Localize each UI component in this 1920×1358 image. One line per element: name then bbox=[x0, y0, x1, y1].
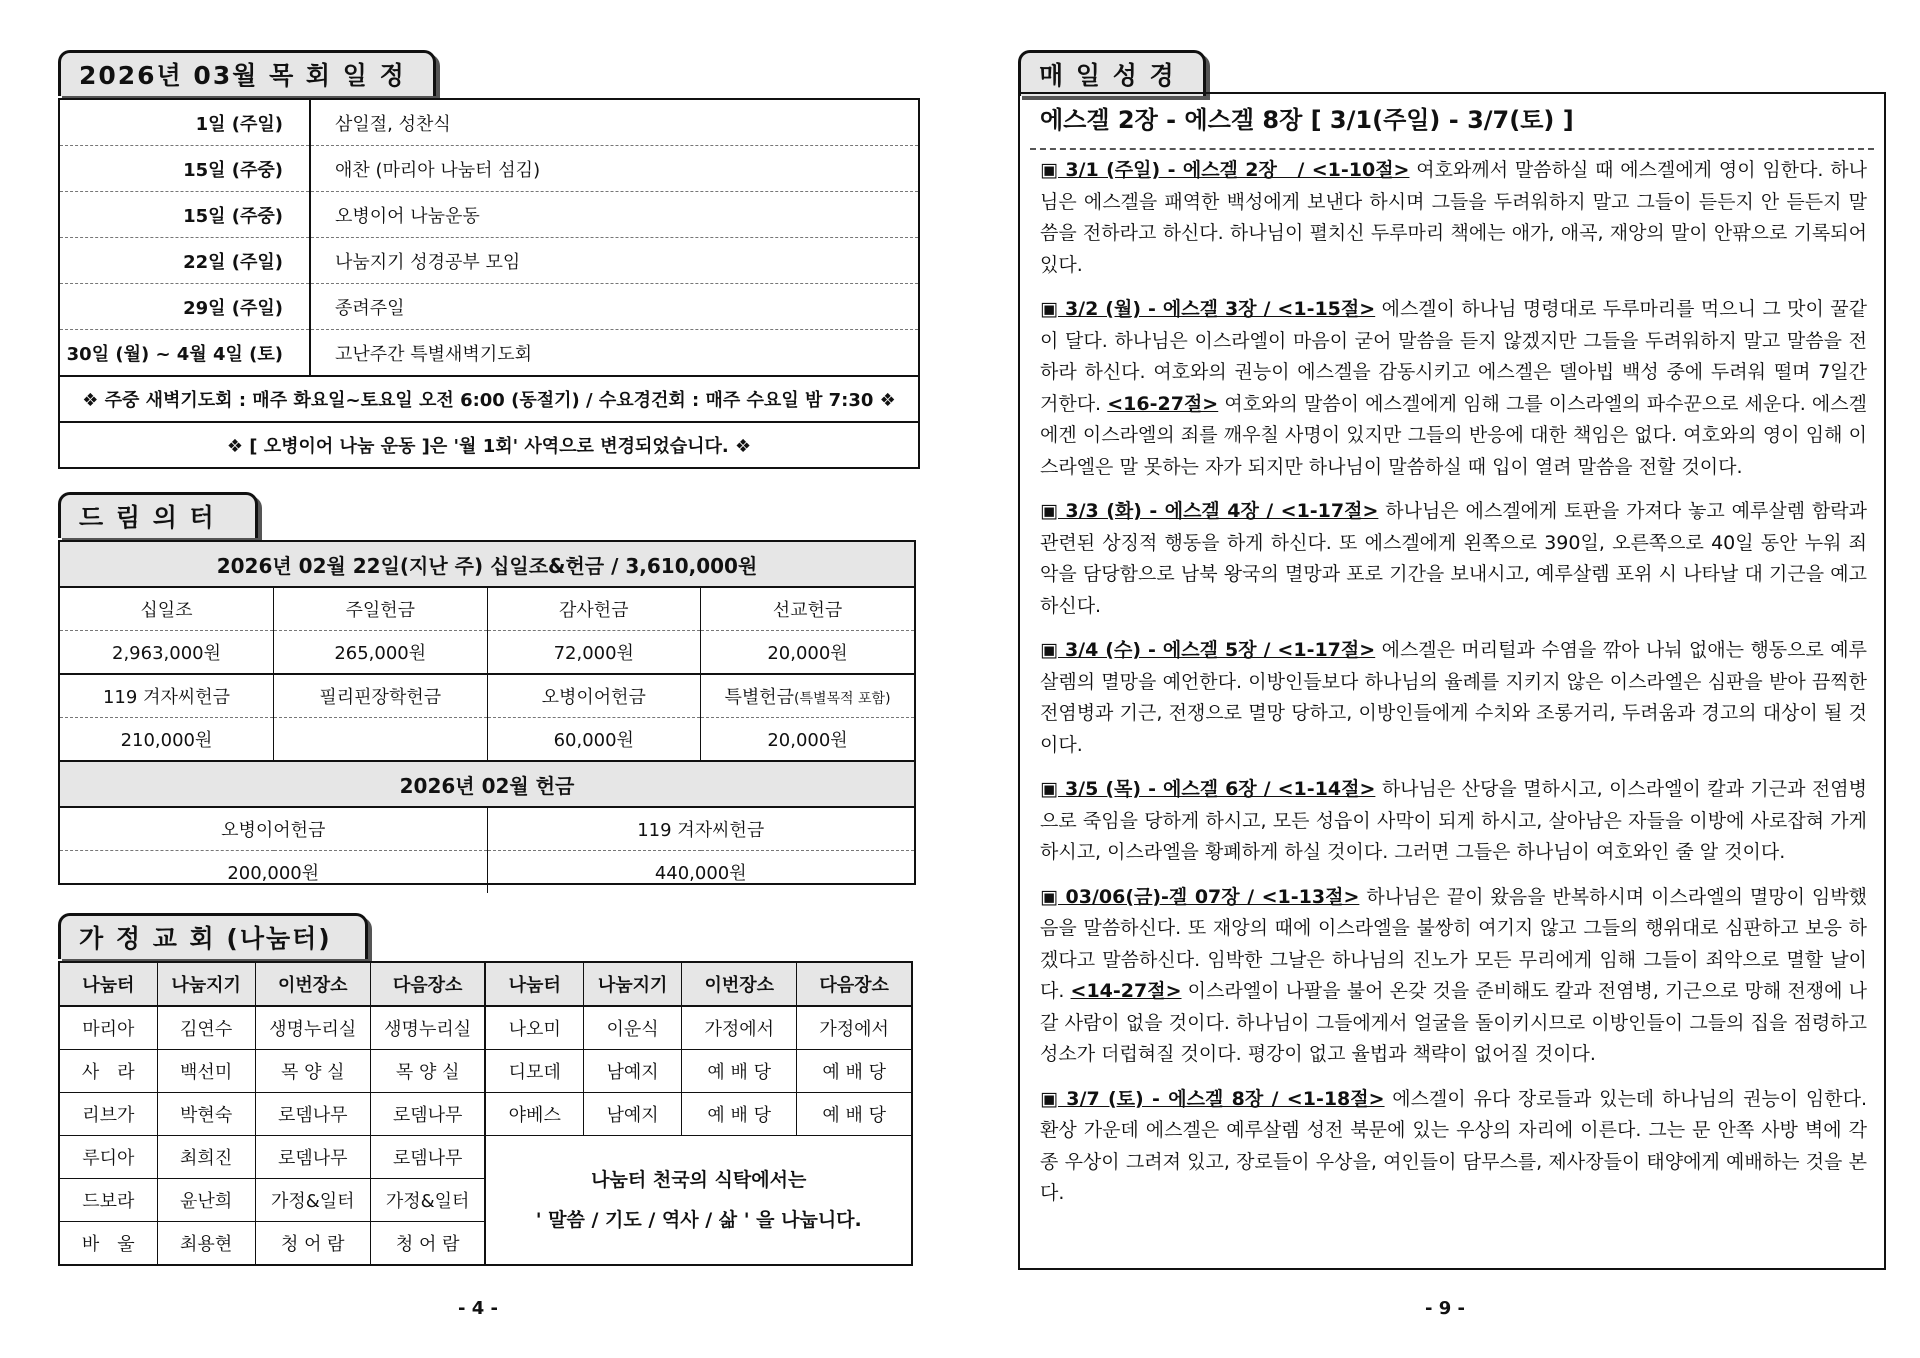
bible-entry bbox=[1040, 496, 1867, 622]
bible-entry bbox=[1040, 882, 1867, 1071]
schedule-row bbox=[60, 238, 918, 284]
offering-value: 210,000원 bbox=[60, 718, 274, 762]
homechurch-cell: 박현숙 bbox=[157, 1093, 255, 1136]
schedule-row bbox=[60, 146, 918, 192]
homechurch-column-header: 다음장소 bbox=[797, 962, 912, 1006]
homechurch-cell: 최용현 bbox=[157, 1222, 255, 1266]
homechurch-cell: 가정에서 bbox=[682, 1006, 797, 1050]
schedule-row bbox=[60, 330, 918, 377]
homechurch-cell: 남예지 bbox=[584, 1050, 682, 1093]
schedule-title-tab: 2026년 03월 목 회 일 정 bbox=[58, 50, 436, 96]
offering-value: 440,000원 bbox=[654, 863, 747, 884]
bible-entry-text: 에스겔이 유다 장로들과 있는데 하나님의 권능이 임한다. 환상 가운데 에스겔은 예루살렘 성전 북문에 있는 우상의 자리에 이른다. 그는 문 안쪽 사방 벽에 각종 우상이 그려져 있고, 장로들이 우상을, 여인들이 담무스를, 제사장들이 태양에게 예배하는 것을 본다. bbox=[1040, 1087, 1867, 1204]
homechurch-cell: 생명누리실 bbox=[255, 1006, 370, 1050]
offering-label: 주일헌금 bbox=[274, 587, 488, 631]
schedule-event: 삼일절, 성찬식 bbox=[310, 100, 918, 146]
page-number-left: - 4 - bbox=[458, 1298, 498, 1319]
homechurch-cell: 청 어 람 bbox=[370, 1222, 485, 1266]
bible-range: 에스겔 2장 - 에스겔 8장 [ 3/1(주일) - 3/7(토) ] bbox=[1040, 106, 1574, 134]
offering-label: 십일조 bbox=[60, 587, 274, 631]
offering-label: 119 겨자씨헌금 bbox=[487, 807, 914, 851]
bible-entry bbox=[1040, 635, 1867, 761]
schedule-row bbox=[60, 100, 918, 146]
homechurch-cell: 마리아 bbox=[59, 1006, 157, 1050]
bible-divider bbox=[1030, 148, 1874, 150]
homechurch-cell: 가정&일터 bbox=[255, 1179, 370, 1222]
homechurch-cell: 리브가 bbox=[59, 1093, 157, 1136]
homechurch-cell: 루디아 bbox=[59, 1136, 157, 1179]
homechurch-cell: 디모데 bbox=[485, 1050, 583, 1093]
schedule-row bbox=[60, 284, 918, 330]
bible-entry-text: 에스겔은 머리털과 수염을 깎아 나눠 없애는 행동으로 예루살렘의 멸망을 예언한다. 이방인들보다 하나님의 율례를 지키지 않은 이스라엘은 심판을 받아 끔찍한 전염병과 기근, 전쟁으로 멸망 당하고, 이방인들에게 수치와 조롱거리, 두려움과 경고의 대상이 될 것이다. bbox=[1040, 639, 1867, 756]
homechurch-cell: 예 배 당 bbox=[682, 1050, 797, 1093]
schedule-note-prayer: ❖ 주중 새벽기도회 : 매주 화요일~토요일 오전 6:00 (동절기) / 수요경건회 : 매주 수요일 밤 7:30 ❖ bbox=[60, 376, 918, 422]
homechurch-column-header: 나눔터 bbox=[59, 962, 157, 1006]
homechurch-row bbox=[59, 1136, 912, 1179]
bible-entry bbox=[1040, 294, 1867, 483]
schedule-event: 나눔지기 성경공부 모임 bbox=[310, 238, 918, 284]
homechurch-cell: 생명누리실 bbox=[370, 1006, 485, 1050]
homechurch-box bbox=[58, 961, 913, 1261]
homechurch-message-line2: ' 말씀 / 기도 / 역사 / 삶 ' 을 나눕니다. bbox=[535, 1209, 862, 1231]
bible-entry-subheading: <14-27절> bbox=[1070, 980, 1182, 1002]
offering-value: 2,963,000원 bbox=[60, 631, 274, 675]
schedule-table bbox=[60, 100, 918, 467]
bible-entry bbox=[1040, 1084, 1867, 1210]
homechurch-row bbox=[59, 1093, 912, 1136]
homechurch-cell: 가정&일터 bbox=[370, 1179, 485, 1222]
homechurch-cell: 나오미 bbox=[485, 1006, 583, 1050]
homechurch-cell: 백선미 bbox=[157, 1050, 255, 1093]
homechurch-cell: 야베스 bbox=[485, 1093, 583, 1136]
bible-entry-text: 이스라엘이 나팔을 불어 온갖 것을 준비해도 칼과 전염병, 기근으로 망해 전쟁에 나갈 사람이 없을 것이다. 하나님이 그들에게서 얼굴을 돌이키시므로 이방인들이 그들의 집을 점령하고 성소가 더럽혀질 것이다. 평강이 없고 율법과 책략이 없어질 것이다. bbox=[1040, 980, 1867, 1065]
bible-entry-text: 하나님은 에스겔에게 토판을 가져다 놓고 예루살렘 함락과 관련된 상징적 행동을 하게 하신다. 또 에스겔에게 왼쪽으로 390일, 오른쪽으로 40일 동안 누워 죄악을 담당함으로 남북 왕국의 멸망과 포로 기간을 보내시고, 예루살렘 포위 시 나타날 대 기근을 예고하신다. bbox=[1040, 500, 1867, 617]
schedule-date: 15일 (주중) bbox=[60, 192, 310, 238]
homechurch-column-header: 이번장소 bbox=[682, 962, 797, 1006]
bible-entry-heading: ▣ 3/1 (주일) - 에스겔 2장 / <1-10절> bbox=[1040, 159, 1410, 181]
offering-label: 감사헌금 bbox=[487, 587, 701, 631]
offering-box bbox=[58, 540, 916, 885]
homechurch-cell: 목 양 실 bbox=[370, 1050, 485, 1093]
offering-monthly-header: 2026년 02월 헌금 bbox=[60, 761, 914, 807]
offering-value bbox=[274, 718, 488, 762]
bible-entry-heading: ▣ 3/2 (월) - 에스겔 3장 / <1-15절> bbox=[1040, 298, 1376, 320]
schedule-date: 29일 (주일) bbox=[60, 284, 310, 330]
schedule-event: 오병이어 나눔운동 bbox=[310, 192, 918, 238]
homechurch-row bbox=[59, 1050, 912, 1093]
offering-value: 20,000원 bbox=[701, 718, 915, 762]
offering-label: 119 겨자씨헌금 bbox=[60, 674, 274, 718]
schedule-box bbox=[58, 98, 920, 469]
homechurch-cell: 로뎀나무 bbox=[255, 1093, 370, 1136]
bible-entry-heading: ▣ 3/7 (토) - 에스겔 8장 / <1-18절> bbox=[1040, 1087, 1385, 1110]
homechurch-message bbox=[485, 1136, 912, 1266]
homechurch-cell: 로뎀나무 bbox=[255, 1136, 370, 1179]
offering-value: 60,000원 bbox=[487, 718, 701, 762]
schedule-row bbox=[60, 192, 918, 238]
homechurch-cell: 예 배 당 bbox=[682, 1093, 797, 1136]
homechurch-cell: 사 라 bbox=[59, 1050, 157, 1093]
schedule-date: 15일 (주중) bbox=[60, 146, 310, 192]
homechurch-cell: 로뎀나무 bbox=[370, 1093, 485, 1136]
schedule-event: 종려주일 bbox=[310, 284, 918, 330]
offering-value: 265,000원 bbox=[274, 631, 488, 675]
homechurch-column-header: 나눔지기 bbox=[584, 962, 682, 1006]
offering-label-text: 특별헌금 bbox=[724, 687, 795, 708]
bible-title-tab: 매 일 성 경 bbox=[1018, 50, 1206, 96]
schedule-date: 30일 (월) ~ 4월 4일 (토) bbox=[60, 330, 310, 377]
homechurch-cell: 김연수 bbox=[157, 1006, 255, 1050]
homechurch-cell: 남예지 bbox=[584, 1093, 682, 1136]
offering-value: 200,000원 bbox=[60, 851, 487, 894]
schedule-date: 22일 (주일) bbox=[60, 238, 310, 284]
bible-entries bbox=[1040, 155, 1867, 1223]
offering-value: 20,000원 bbox=[701, 631, 915, 675]
bible-entry-text: 여호와께서 말씀하실 때 에스겔에게 영이 임한다. 하나님은 에스겔을 패역한 백성에게 보낸다 하시며 그들을 두려워하지 말고 그들이 듣든지 안 듣든지 말씀을 전하라고 하신다. 하나님이 펼치신 두루마리 책에는 애가, 애곡, 재앙의 말이 안팎으로 기록되어 있다. bbox=[1040, 159, 1867, 276]
offering-table bbox=[60, 542, 914, 893]
schedule-note-change: ❖ [ 오병이어 나눔 운동 ]은 '월 1회' 사역으로 변경되었습니다. ❖ bbox=[60, 422, 918, 467]
homechurch-message-line1: 나눔터 천국의 식탁에서는 bbox=[591, 1169, 807, 1191]
offering-label: 오병이어헌금 bbox=[487, 674, 701, 718]
offering-label bbox=[701, 674, 915, 718]
dream-title-tab: 드 림 의 터 bbox=[58, 492, 258, 538]
schedule-event: 고난주간 특별새벽기도회 bbox=[310, 330, 918, 377]
homechurch-cell: 로뎀나무 bbox=[370, 1136, 485, 1179]
bible-entry bbox=[1040, 774, 1867, 869]
offering-label-note: (특별목적 포함) bbox=[794, 691, 891, 707]
bible-entry bbox=[1040, 155, 1867, 281]
bible-entry-heading: ▣ 3/3 (화) - 에스겔 4장 / <1-17절> bbox=[1040, 500, 1379, 522]
bible-entry-text: 하나님은 산당을 멸하시고, 이스라엘이 칼과 기근과 전염병으로 죽임을 당하게 하시고, 모든 성읍이 사막이 되게 하시고, 살아남은 자들을 이방에 사로잡혀 가게 하시고, 이스라엘을 황폐하게 하실 것이다. 그러면 그들은 하나님이 여호와인 줄 알 것이다. bbox=[1040, 778, 1867, 863]
homechurch-cell: 최희진 bbox=[157, 1136, 255, 1179]
homechurch-column-header: 다음장소 bbox=[370, 962, 485, 1006]
homechurch-cell: 예 배 당 bbox=[797, 1050, 912, 1093]
offering-label: 필리핀장학헌금 bbox=[274, 674, 488, 718]
page-number-right: - 9 - bbox=[1425, 1298, 1465, 1319]
bible-entry-subheading: <16-27절> bbox=[1107, 392, 1219, 415]
homechurch-title-tab: 가 정 교 회 (나눔터) bbox=[58, 913, 368, 959]
bible-entry-text: 여호와의 말씀이 에스겔에게 임해 그를 이스라엘의 파수꾼으로 세운다. 에스겔에겐 이스라엘의 죄를 깨우칠 사명이 있지만 그들의 반응에 대한 책임은 없다. 여호와의 영이 임해 이스라엘은 말 못하는 자가 되지만 하나님이 말씀하실 때 입이 열려 말씀을 전할 것이다. bbox=[1040, 392, 1867, 478]
bible-entry-text: 하나님은 끝이 왔음을 반복하시며 이스라엘의 멸망이 임박했음을 말씀하신다. 또 재앙의 때에 이스라엘을 불쌍히 여기지 않고 그들의 행위대로 심판하고 보응 하겠다고 말씀하신다. 임박한 그날은 하나님의 진노가 모든 무리에게 임해 그들이 죄악으로 멸할 날이다. bbox=[1040, 885, 1867, 1002]
homechurch-table bbox=[58, 961, 913, 1266]
homechurch-cell: 드보라 bbox=[59, 1179, 157, 1222]
homechurch-cell: 예 배 당 bbox=[797, 1093, 912, 1136]
offering-label: 선교헌금 bbox=[701, 587, 915, 631]
homechurch-cell: 청 어 람 bbox=[255, 1222, 370, 1266]
bible-entry-heading: ▣ 03/06(금)-겔 07장 / <1-13절> bbox=[1040, 885, 1360, 908]
homechurch-row bbox=[59, 1006, 912, 1050]
homechurch-cell: 목 양 실 bbox=[255, 1050, 370, 1093]
homechurch-cell: 가정에서 bbox=[797, 1006, 912, 1050]
bible-entry-heading: ▣ 3/4 (수) - 에스겔 5장 / <1-17절> bbox=[1040, 639, 1376, 661]
bible-entry-text: 에스겔이 하나님 명령대로 두루마리를 먹으니 그 맛이 꿀같이 달다. 하나님은 이스라엘이 마음이 굳어 말씀을 듣지 않겠지만 그들을 두려워하지 말고 말씀을 전하라 하신다. 여호와의 권능이 에스겔을 감동시키고 에스겔은 델아빕 백성 중에 두려워 떨며 7일간 거한다. bbox=[1040, 298, 1867, 415]
offering-label: 오병이어헌금 bbox=[60, 807, 487, 851]
homechurch-cell: 윤난희 bbox=[157, 1179, 255, 1222]
schedule-date: 1일 (주일) bbox=[60, 100, 310, 146]
schedule-event: 애찬 (마리아 나눔터 섬김) bbox=[310, 146, 918, 192]
homechurch-column-header: 나눔터 bbox=[485, 962, 583, 1006]
homechurch-cell: 바 울 bbox=[59, 1222, 157, 1266]
offering-weekly-header: 2026년 02월 22일(지난 주) 십일조&헌금 / 3,610,000원 bbox=[60, 542, 914, 587]
homechurch-cell: 이운식 bbox=[584, 1006, 682, 1050]
homechurch-column-header: 이번장소 bbox=[255, 962, 370, 1006]
bible-entry-heading: ▣ 3/5 (목) - 에스겔 6장 / <1-14절> bbox=[1040, 778, 1376, 800]
homechurch-column-header: 나눔지기 bbox=[157, 962, 255, 1006]
offering-value: 72,000원 bbox=[487, 631, 701, 675]
